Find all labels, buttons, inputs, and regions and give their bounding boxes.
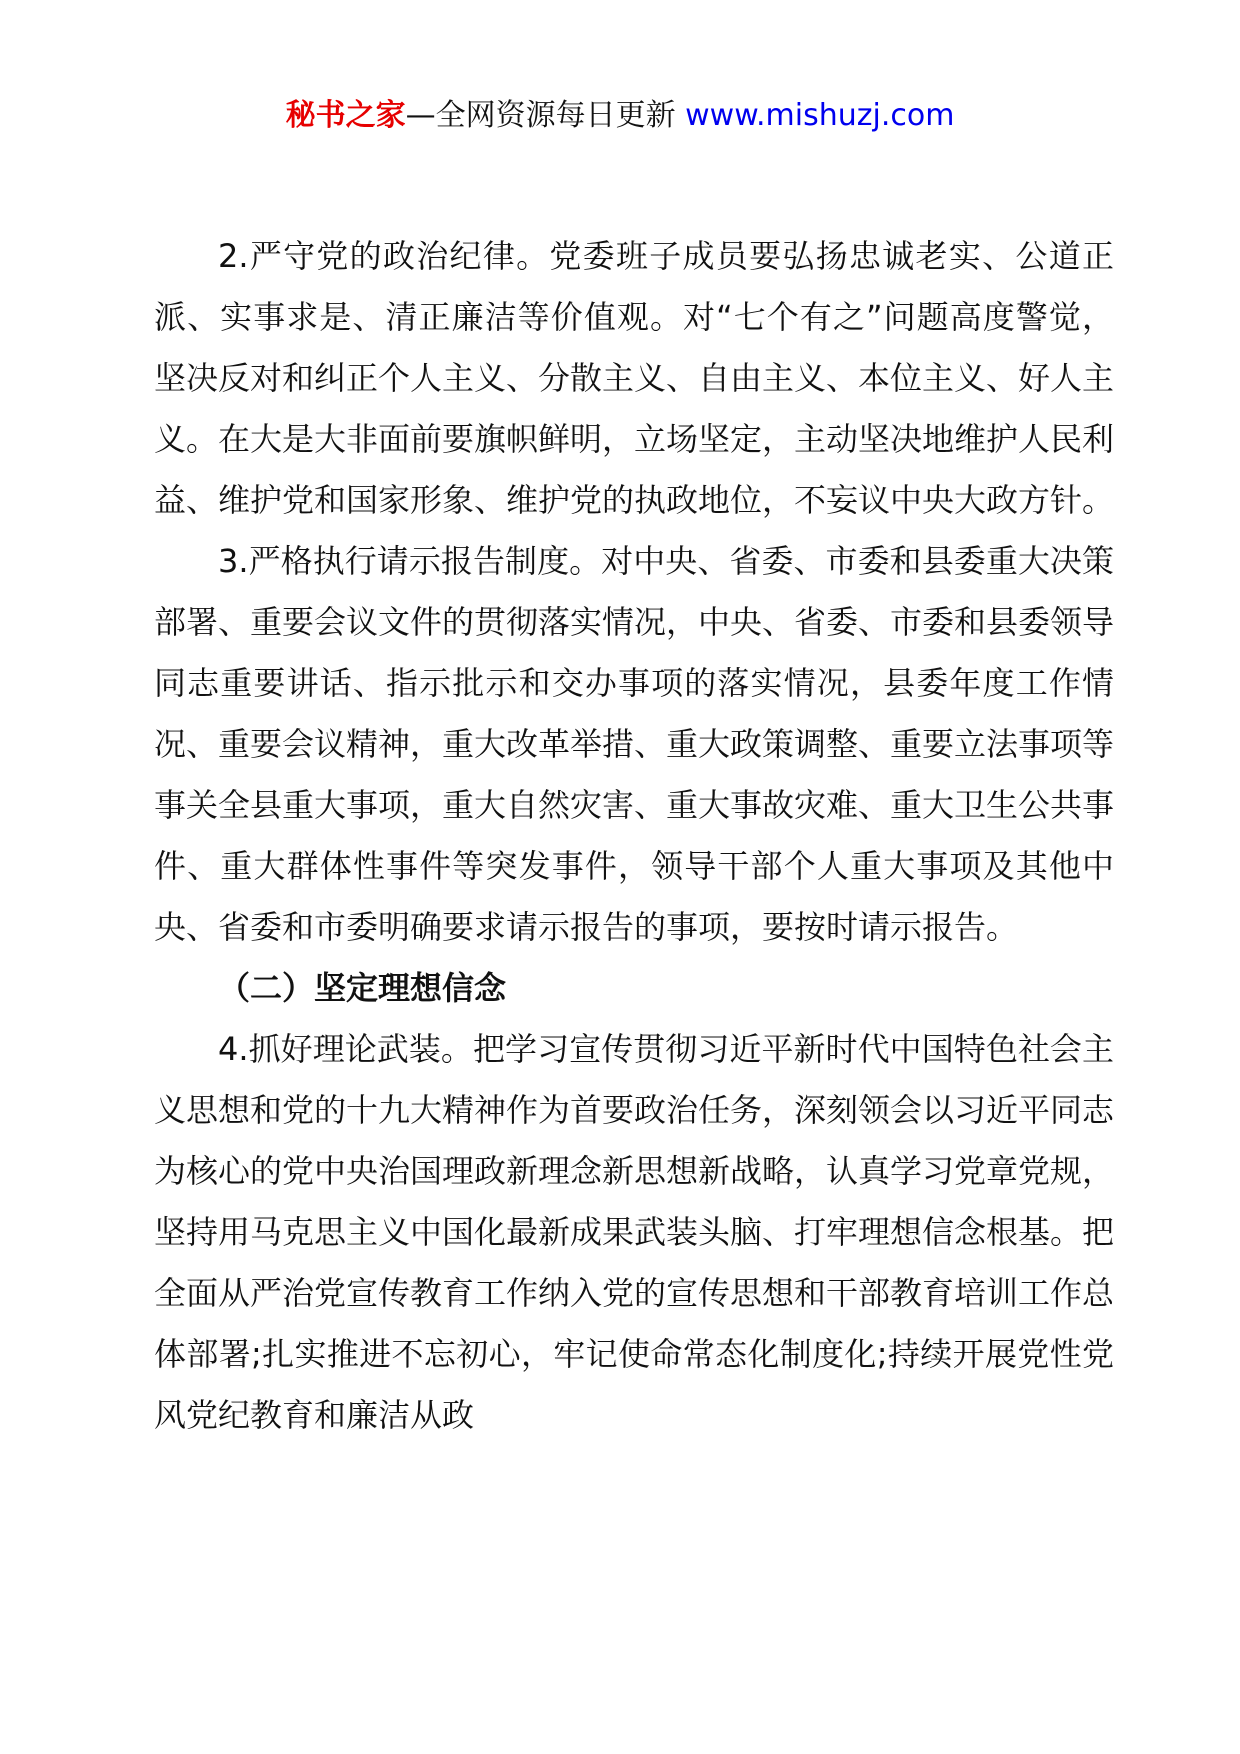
- document-body: [154, 226, 1114, 1446]
- section-heading-2: （二）坚定理想信念: [218, 969, 507, 1007]
- site-brand: 秘书之家: [285, 98, 406, 133]
- site-header: [0, 96, 1240, 136]
- paragraph-2: 2.严守党的政治纪律。党委班子成员要弘扬忠诚老实、公道正派、实事求是、清正廉洁等价值观。对“七个有之”问题高度警觉，坚决反对和纠正个人主义、分散主义、自由主义、本位主义、好人主义。在大是大非面前要旗帜鲜明，立场坚定，主动坚决地维护人民利益、维护党和国家形象、维护党的执政地位，不妄议中央大政方针。: [154, 237, 1115, 519]
- site-url-link[interactable]: www.mishuzj.com: [685, 98, 955, 133]
- paragraph-3: 3.严格执行请示报告制度。对中央、省委、市委和县委重大决策部署、重要会议文件的贯彻落实情况，中央、省委、市委和县委领导同志重要讲话、指示批示和交办事项的落实情况，县委年度工作情况、重要会议精神，重大改革举措、重大政策调整、重要立法事项等事关全县重大事项，重大自然灾害、重大事故灾难、重大卫生公共事件、重大群体性事件等突发事件，领导干部个人重大事项及其他中央、省委和市委明确要求请示报告的事项，要按时请示报告。: [154, 542, 1115, 946]
- site-slogan: —全网资源每日更新: [405, 98, 676, 133]
- paragraph-4: 4.抓好理论武装。把学习宣传贯彻习近平新时代中国特色社会主义思想和党的十九大精神作为首要政治任务，深刻领会以习近平同志为核心的党中央治国理政新理念新思想新战略，认真学习党章党规，坚持用马克思主义中国化最新成果武装头脑、打牢理想信念根基。把全面从严治党宣传教育工作纳入党的宣传思想和干部教育培训工作总体部署;扎实推进不忘初心，牢记使命常态化制度化;持续开展党性党风党纪教育和廉洁从政: [154, 1030, 1115, 1434]
